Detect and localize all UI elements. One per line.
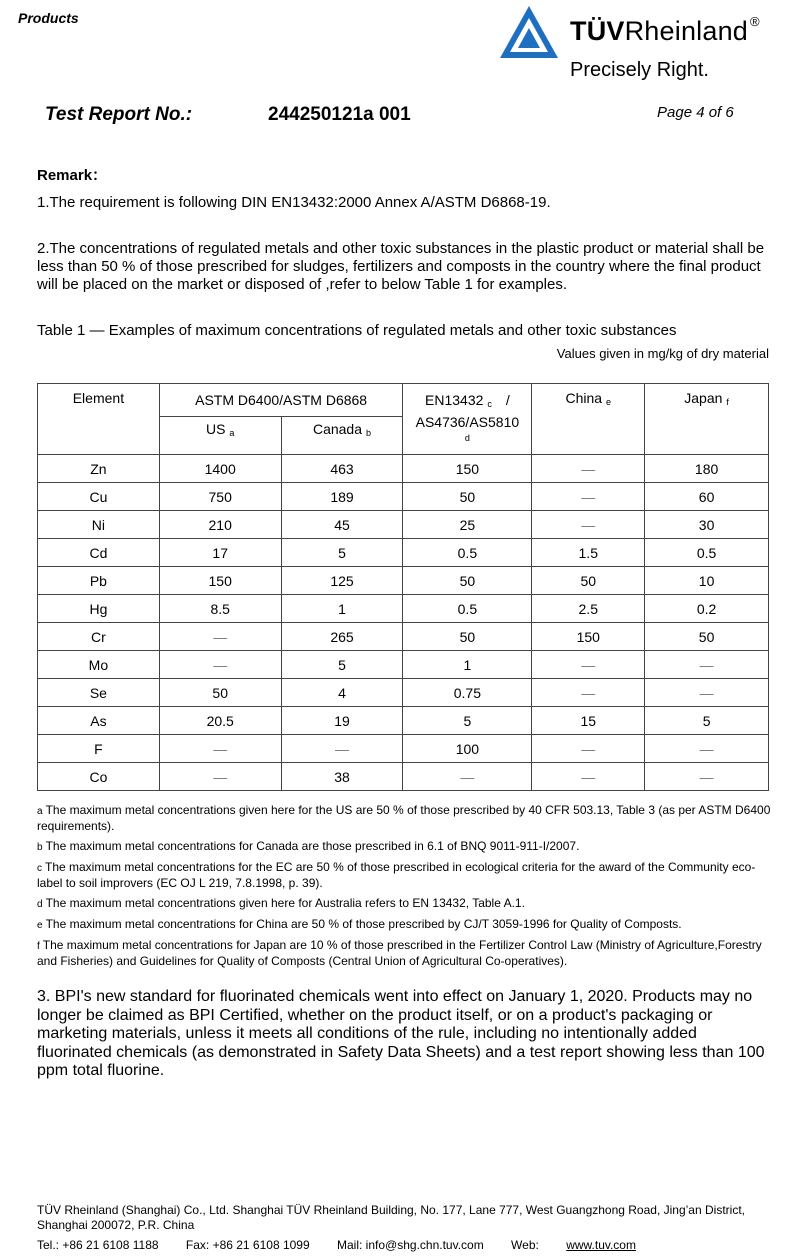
footnote-text: The maximum metal concentrations for China are 50 % of those prescribed by CJ/T 3059-1996 for Quality of Composts. (45, 917, 682, 931)
table-row (38, 763, 769, 791)
value-cell: 5 (645, 707, 769, 735)
value-cell: 50 (403, 623, 532, 651)
report-number-label: Test Report No.: (45, 104, 193, 125)
element-cell: Pb (38, 567, 160, 595)
value-cell: 150 (159, 567, 281, 595)
value-cell: 4 (281, 679, 403, 707)
table-row (38, 679, 769, 707)
value-cell: — (159, 763, 281, 791)
value-cell: 50 (403, 567, 532, 595)
value-cell: 100 (403, 735, 532, 763)
element-cell: Ni (38, 511, 160, 539)
value-cell: — (532, 511, 645, 539)
value-cell: 50 (403, 483, 532, 511)
value-cell: — (532, 763, 645, 791)
header-astm: ASTM D6400/ASTM D6868 (159, 384, 403, 417)
footnote (37, 803, 772, 834)
value-cell: — (645, 679, 769, 707)
table-row (38, 539, 769, 567)
footnote-mark: e (37, 920, 43, 931)
footnote-text: The maximum metal concentrations for Japan are 10 % of those prescribed in the Fertilizer Control Law (Ministry of Agriculture,Forestry and Fisheries) and Guidelines for Quality of Composts (Central Union of Agricultural Co-operatives). (37, 938, 762, 968)
footnote (37, 896, 772, 912)
table-row (38, 735, 769, 763)
value-cell: 15 (532, 707, 645, 735)
header-element: Element (38, 384, 160, 455)
value-cell: 60 (645, 483, 769, 511)
footnote-mark: a (37, 806, 43, 817)
value-cell: 2.5 (532, 595, 645, 623)
value-cell: 38 (281, 763, 403, 791)
element-cell: Cu (38, 483, 160, 511)
footer-tel: Tel.: +86 21 6108 1188 (37, 1238, 159, 1252)
value-cell: 25 (403, 511, 532, 539)
value-cell: — (645, 735, 769, 763)
value-cell: 0.5 (403, 539, 532, 567)
value-cell: 0.5 (645, 539, 769, 567)
value-cell: — (159, 735, 281, 763)
table-caption: Table 1 — Examples of maximum concentrations of regulated metals and other toxic substances (37, 322, 677, 339)
value-cell: 750 (159, 483, 281, 511)
footnote-mark: c (37, 863, 42, 874)
value-cell: 180 (645, 455, 769, 483)
value-cell: 45 (281, 511, 403, 539)
value-cell: 19 (281, 707, 403, 735)
footer-web-label: Web: (511, 1238, 539, 1252)
value-cell: 150 (532, 623, 645, 651)
footer-contact (37, 1238, 636, 1252)
table-row (38, 623, 769, 651)
value-cell: — (159, 623, 281, 651)
value-cell: 1400 (159, 455, 281, 483)
value-cell: 50 (645, 623, 769, 651)
value-cell: 5 (281, 651, 403, 679)
footer-address: TÜV Rheinland (Shanghai) Co., Ltd. Shanghai TÜV Rheinland Building, No. 177, Lane 777, West Guangzhong Road, Jing’an District, Shanghai 200072, P.R. China (37, 1203, 745, 1232)
value-cell: 463 (281, 455, 403, 483)
value-cell: 1.5 (532, 539, 645, 567)
page-indicator: Page 4 of 6 (657, 104, 734, 121)
remark-title: Remark： (37, 167, 108, 184)
value-cell: 50 (532, 567, 645, 595)
remark-paragraph-1: 1.The requirement is following DIN EN13432:2000 Annex A/ASTM D6868-19. (37, 194, 551, 211)
element-cell: Se (38, 679, 160, 707)
value-cell: 5 (281, 539, 403, 567)
value-cell: — (281, 735, 403, 763)
footnote (37, 839, 772, 855)
footnote-text: The maximum metal concentrations for Canada are those prescribed in 6.1 of BNQ 9011-911-I/2007. (45, 839, 580, 853)
element-cell: Hg (38, 595, 160, 623)
footnote-text: The maximum metal concentrations for the EC are 50 % of those prescribed in ecological criteria for the award of the Community eco-label to soil improvers (EC OJ L 219, 7.8.1998, p. 39). (37, 860, 756, 890)
header-canada: Canada b (281, 417, 403, 455)
footnote-mark: d (37, 899, 43, 910)
table-row (38, 511, 769, 539)
value-cell: 0.5 (403, 595, 532, 623)
value-cell: 125 (281, 567, 403, 595)
footnote-text: The maximum metal concentrations given here for the US are 50 % of those prescribed by 40 CFR 503.13, Table 3 (as per ASTM D6400 requirements). (37, 803, 771, 833)
header-en13432: EN13432 c / AS4736/AS5810 $^d$ (403, 384, 532, 455)
value-cell: — (645, 651, 769, 679)
element-cell: F (38, 735, 160, 763)
footnote (37, 938, 772, 969)
header-us: US a (159, 417, 281, 455)
footnote-mark: f (37, 941, 40, 952)
value-cell: — (532, 455, 645, 483)
value-cell: — (532, 483, 645, 511)
table-row (38, 707, 769, 735)
footnote (37, 917, 772, 933)
value-cell: 8.5 (159, 595, 281, 623)
remark-paragraph-3: 3. BPI's new standard for fluorinated chemicals went into effect on January 1, 2020. Products may no longer be claimed as BPI Certified, whether on the product itself, or on a product's packaging or marketing materials, unless it meets all conditions of the rule, including no intentionally added fluorinated chemicals (as demonstrated in Safety Data Sheets) and a test report showing less than 100 ppm total fluorine. (37, 988, 765, 1079)
value-cell: — (403, 763, 532, 791)
element-cell: Zn (38, 455, 160, 483)
footnote-text: The maximum metal concentrations given here for Australia refers to EN 13432, Table A.1. (45, 896, 525, 910)
brand-name: TÜVRheinland ® (570, 14, 760, 46)
company-logo (498, 4, 788, 84)
footnote-mark: b (37, 842, 43, 853)
report-number: 244250121a 001 (268, 104, 411, 125)
value-cell: 150 (403, 455, 532, 483)
table-unit: Values given in mg/kg of dry material (556, 346, 769, 361)
value-cell: — (532, 679, 645, 707)
value-cell: 0.2 (645, 595, 769, 623)
footer-fax: Fax: +86 21 6108 1099 (185, 1238, 310, 1252)
value-cell: 189 (281, 483, 403, 511)
value-cell: 1 (281, 595, 403, 623)
triangle-logo-icon (498, 4, 560, 62)
table-row (38, 455, 769, 483)
remark-paragraph-2: 2.The concentrations of regulated metals and other toxic substances in the plastic product or material shall be less than 50 % of those prescribed for sludges, fertilizers and composts in the country where the final product will be placed on the market or disposed of ,refer to below Table 1 for examples. (37, 240, 765, 293)
element-cell: As (38, 707, 160, 735)
element-cell: Co (38, 763, 160, 791)
footer-web-link[interactable]: www.tuv.com (566, 1238, 636, 1252)
element-cell: Cd (38, 539, 160, 567)
footer-mail: Mail: info@shg.chn.tuv.com (337, 1238, 484, 1252)
value-cell: — (159, 651, 281, 679)
value-cell: 10 (645, 567, 769, 595)
metals-table (37, 383, 769, 791)
value-cell: 20.5 (159, 707, 281, 735)
value-cell: — (532, 735, 645, 763)
value-cell: — (645, 763, 769, 791)
footnotes (37, 803, 772, 974)
table-row (38, 595, 769, 623)
value-cell: 50 (159, 679, 281, 707)
value-cell: 30 (645, 511, 769, 539)
value-cell: — (532, 651, 645, 679)
table-row (38, 651, 769, 679)
value-cell: 1 (403, 651, 532, 679)
header-japan: Japan f (645, 384, 769, 455)
value-cell: 17 (159, 539, 281, 567)
table-row (38, 567, 769, 595)
section-label: Products (18, 10, 79, 26)
element-cell: Cr (38, 623, 160, 651)
brand-slogan: Precisely Right. (570, 59, 709, 81)
footnote (37, 860, 772, 891)
value-cell: 5 (403, 707, 532, 735)
header-china: China e (532, 384, 645, 455)
value-cell: 0.75 (403, 679, 532, 707)
table-row (38, 483, 769, 511)
element-cell: Mo (38, 651, 160, 679)
value-cell: 210 (159, 511, 281, 539)
value-cell: 265 (281, 623, 403, 651)
